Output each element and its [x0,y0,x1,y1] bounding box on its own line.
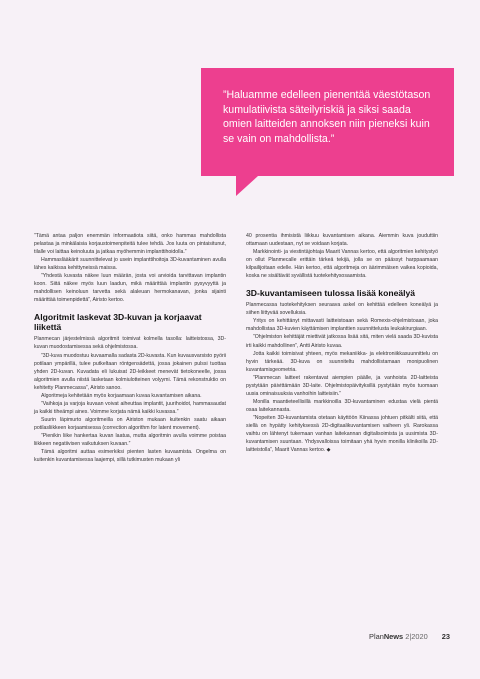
article-column-left [34,232,226,464]
section-spacer [34,304,226,312]
paragraph: ”Ohjelmiston kehittäjät miettivät jatkossa lisää sitä, miten vielä saada 3D-kuvista irti kaikki mahdollinen”, Antti Airisto kuvaa. [246,334,438,349]
paragraph: Tämä algoritmi auttaa esimerkiksi pienten lasten kuvaamista. Ongelma on kuitenkin kuvantamisessa laajempi, sillä tutkimusten mukaan yli [34,449,226,464]
paragraph: Hammaslääkärit suunnittelevat jo usein implanttihoitoja 3D-kuvantaminen avulla lähes kaikissa kehittyneissä maissa. [34,257,226,272]
paragraph: Monilla maantieteellisillä markkinoilla 3D-kuvantaminen edustaa vielä pientä osaa laitekannasta. [246,398,438,413]
section-spacer [246,280,438,288]
paragraph: Planmecan järjestelmissä algoritmit toimivat kolmella tasolla: laitteistossa, 3D-kuvan muodostamisessa sekä ohjelmistossa. [34,336,226,351]
paragraph: ”Yhdestä kuvasta näkee luun määrän, josta voi arvioida tarvittavan implantin koon. Siitä näkee myös luun laadun, mikä määrittää implantin pysyvyyttä ja mahdollisen keinoluun tarvetta sekä alaleuan hermokanavan, jonka sijainti määrittää toimenpidettä”, Airisto kertoo. [34,273,226,304]
paragraph-last [246,414,438,454]
paragraph: 40 prosentia ihmisistä liikkuu kuvantamisen aikana. Aiemmin kuva jouduttiin ottamaan uudestaan, nyt se voidaan korjata. [246,233,438,248]
paragraph-text: ”Nopeiten 3D-kuvantamista otetaan käyttöön Kiinassa johtuen pitkälti siitä, että siellä on hypätty kehityksessä 2D-digitaalikuvantamisen vaiheen yli. Rarokassa vaihtu on lähtenyt tukemaan vanhan laitekannan digitalisoimista ja uusimista 3D-kuvantamisen suuntaan. Yhdysvalloissa toimitaan yhä hyvin monilla klinikoilla 2D-laitteistolla”, Maarit Vannas kertoo. [246,414,438,454]
paragraph: Suurin läpimurto algoritmeilla on Airiston mukaan kuitenkin saatu aikaan potilasliikkeen korjaamisessa (correction algorithm for latent movement). [34,416,226,431]
magazine-name-plan: Plan [369,632,384,641]
paragraph: Planmecassa tuotekehityksen seuraava askel on kehittää edelleen koneälyä ja siihen liittyvää sovelluksia. [246,302,438,317]
paragraph: ”Planmecan laitteet rakentavat aiempien päälle, ja vanhoista 2D-laitteista pystytään päivittämään 3D-laite. Ohjelmistopäivityksillä pystytään myös tuomaan uusia ominaisuuksia vanhoihin laitteisiin.” [246,374,438,397]
pull-quote-tail [236,176,258,196]
paragraph: ”Pienikin liike hankertaa kuvan laatua, mutta algoritmin avulla voimme poistaa liikkeen negatiivisen vaikutuksen kuvaan.” [34,432,226,448]
paragraph: Markkinointi- ja viestintäjohtaja Maarit Vannas kertoo, että algoritmien kehitystyö on ollut Planmecalle erittäin tärkeä tekijä, jolla se on päässyt harppaamaan kilpailijoitaan edelle. Hän kertoo, että algoritmeja on äärimmäisen vaikea kopioida, koska ne sisältävät syvällistä tuotekehitysosaamista. [246,249,438,280]
paragraph: Yritys on kehittänyt mittavasti laitteistoaan sekä Romexis-ohjelmistoaan, joka mahdollistaa 3D-kuvien käyttämisen implanttien suunnittelusta leukakirurgiaan. [246,318,438,333]
paragraph: ”Tämä antaa paljon enemmän informaatiota siitä, onko hammas mahdollista pelastaa ja minkälaisia korjaustoimenpiteitä tulee tehdä. Jos luuta on pintaisitunut, tilalle voi laittaa keinoluuta ja jatkaa myöhemmin implanttihoidolla.” [34,233,226,256]
article-end-mark: ◆ [326,447,331,454]
issue-number: 2|2020 [405,632,428,641]
magazine-name-news: News [383,632,404,641]
pull-quote-box [201,68,454,176]
section-heading: 3D-kuvantamiseen tulossa lisää koneälyä [246,288,416,299]
paragraph: ”3D-kuva muodostuu kuvaamalla sadasta 2D-kuvasta. Kun kuvausvarsisto pyörii potilaan ympärillä, tulee putkeltaan röntgensädettä, jossa jokainen pulssi tuottaa yhden 2D-kuvan. Kuvadata eli lukuisat 2D-leikkeet menevät tietokoneelle, jossa algoritmien avulla niistä lasketaan kolmiulotteinen volyymi. Tämä rekonstruktio on kehitetty Planmecassa”, Airisto sanoo. [34,352,226,391]
section-heading: Algoritmit laskevat 3D-kuvan ja korjaavat liikettä [34,312,202,333]
page-number: 23 [441,632,450,641]
article-column-right [246,232,438,454]
page-footer [369,632,450,641]
pull-quote-text: ”Haluamme edelleen pienentää väestötason kumulatiivista säteilyriskiä ja siksi saada omien laitteiden annoksen niin pieneksi kuin se vain on mahdollista.” [223,89,431,145]
paragraph: ”Vaihkoja ja varjoja kuvaan voivat aiheuttaa implantit, juurihoidot, hammasaudat ja kaikki tiheämpi aines. Voimme korjata nämä kaikki kuvassa.” [34,400,226,415]
paragraph: Algoritmeja kehitetään myös korjaamaan kuvaa kuvantamisen aikana. [41,392,202,399]
paragraph: Jotta kaikki toimisivat yhteen, myös mekaniikka- ja elektroniikkasuunnittelu on hyvin tärkeää. 3D-kuva on suunniteltu mahdollistamaan monipuolinen kuvantamisgeometria. [246,350,438,373]
